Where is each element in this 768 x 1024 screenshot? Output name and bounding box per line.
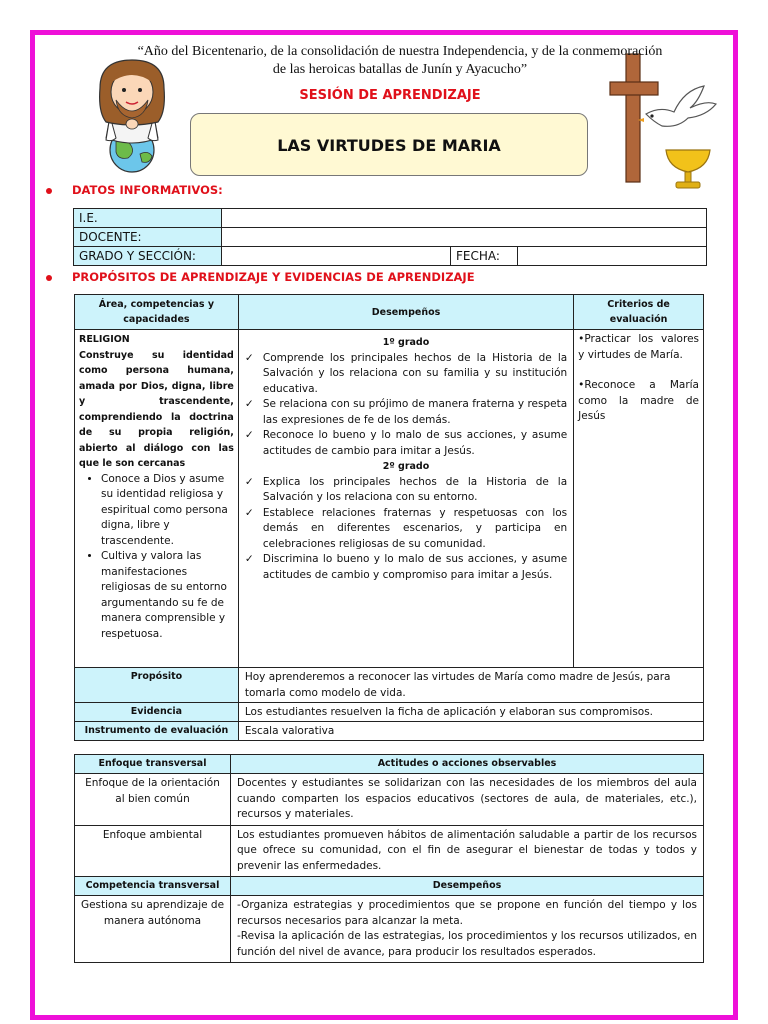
- header-desempenos-transversal: Desempeños: [231, 877, 704, 896]
- checkmark-icon: ✓: [244, 398, 254, 410]
- info-value-grado[interactable]: [222, 247, 451, 266]
- checkmark-icon: ✓: [244, 475, 254, 488]
- bullet-icon: [46, 275, 52, 281]
- desempeno-item: ✓ Comprende los principales hechos de la Historia de la Salvación y los relaciona con su familia y su institución educativa.: [245, 351, 567, 398]
- desempeno-item: ✓ Discrimina lo bueno y lo malo de sus acciones, y asume actitudes de cambio y compromiso para imitar a Jesús.: [245, 552, 567, 583]
- enfoque-label: Enfoque de la orientación al bien común: [75, 774, 231, 826]
- info-row-ie: [74, 209, 707, 228]
- transversal-table: [74, 754, 704, 963]
- checkmark-icon: ✓: [244, 553, 254, 565]
- instrumento-row: [75, 722, 704, 741]
- enfoque-text: Docentes y estudiantes se solidarizan con las necesidades de los miembros del aula cuando comparten los espacios educativos (sectores de aula, de materiales, etc.), recursos y materiales.: [231, 774, 704, 826]
- session-title: SESIÓN DE APRENDIZAJE: [299, 88, 481, 103]
- checkmark-icon: ✓: [244, 506, 254, 519]
- competencia-header-row: [75, 877, 704, 896]
- desempeno-item: ✓ Reconoce lo bueno y lo malo de sus acciones, y asume actitudes de cambio para imitar a Jesús.: [245, 428, 567, 459]
- section-propositos: [46, 270, 475, 284]
- enfoque-text: Los estudiantes promueven hábitos de alimentación saludable a partir de los recursos que ofrece su comunidad, con el fin de asegurar el bienestar de todas y todos y prevenir las enfermedades.: [231, 825, 704, 877]
- info-value-ie[interactable]: [222, 209, 707, 228]
- header-enfoque: Enfoque transversal: [75, 755, 231, 774]
- criterio-item: •Reconoce a María como la madre de Jesús: [578, 379, 699, 422]
- desempenos-cell: [238, 330, 573, 668]
- info-label-grado: GRADO Y SECCIÓN:: [74, 247, 222, 266]
- evidencia-value: Los estudiantes resuelven la ficha de aplicación y elaboran sus compromisos.: [238, 703, 703, 722]
- capacidad-item: • Conoce a Dios y asume su identidad religiosa y espiritual como persona digna, libre y trascendente.: [101, 472, 234, 550]
- bullet-icon: [46, 188, 52, 194]
- header-actitudes: Actitudes o acciones observables: [231, 755, 704, 774]
- propositos-header-row: [75, 295, 704, 330]
- title-box: [190, 113, 588, 176]
- grade-1-label: 1º grado: [382, 337, 430, 348]
- evidencia-label: Evidencia: [75, 703, 239, 722]
- info-value-docente[interactable]: [222, 228, 707, 247]
- proposito-row: [75, 668, 704, 703]
- desempeno-item: ✓ Establece relaciones fraternas y respetuosas con los demás en diferentes escenarios, y participa en celebraciones religiosas de su comunidad.: [245, 506, 567, 553]
- transversal-header-row: [75, 755, 704, 774]
- proposito-label: Propósito: [75, 668, 239, 703]
- competencia-row: [75, 896, 704, 963]
- competencia-text: [231, 896, 704, 963]
- enfoque-row: [75, 825, 704, 877]
- instrumento-label: Instrumento de evaluación: [75, 722, 239, 741]
- desempeno-item: ✓ Se relaciona con su prójimo de manera fraterna y respeta las expresiones de fe de los demás.: [245, 397, 567, 428]
- enfoque-row: [75, 774, 704, 826]
- quote-line-2: de las heroicas batallas de Junín y Ayacucho”: [272, 62, 528, 77]
- info-label-docente: DOCENTE:: [74, 228, 222, 247]
- section-datos-label: DATOS INFORMATIVOS:: [72, 183, 223, 197]
- evidencia-row: [75, 703, 704, 722]
- checkmark-icon: ✓: [244, 351, 254, 364]
- main-title: LAS VIRTUDES DE MARIA: [277, 136, 501, 155]
- propositos-table: [74, 294, 704, 741]
- info-row-grado: [74, 247, 707, 266]
- competencia-desempeno: -Revisa la aplicación de las estrategias, los procedimientos y los recursos utilizados, en función del nivel de avance, para producir los resultados esperados.: [237, 930, 697, 958]
- competencia-label: Gestiona su aprendizaje de manera autónoma: [75, 896, 231, 963]
- header-quote: [80, 43, 720, 79]
- desempeno-item: ✓ Explica los principales hechos de la Historia de la Salvación y los relaciona con su entorno.: [245, 475, 567, 506]
- header-area: Área, competencias y capacidades: [75, 295, 239, 330]
- instrumento-value: Escala valorativa: [238, 722, 703, 741]
- capacidad-item: • Cultiva y valora las manifestaciones religiosas de su entorno argumentando su fe de manera comprensible y respetuosa.: [101, 549, 234, 642]
- info-value-fecha[interactable]: [518, 247, 707, 266]
- enfoque-label: Enfoque ambiental: [75, 825, 231, 877]
- area-religion: RELIGION: [79, 334, 130, 345]
- checkmark-icon: ✓: [244, 429, 254, 441]
- competencia-text: Construye su identidad como persona humana, amada por Dios, digna, libre y trascendente, comprendiendo la doctrina de su propia religión, abierto al diálogo con las que le son cercanas: [79, 349, 234, 469]
- quote-line-1: “Año del Bicentenario, de la consolidación de nuestra Independencia, y de la conmemoración: [137, 44, 663, 59]
- proposito-value: Hoy aprenderemos a reconocer las virtudes de María como madre de Jesús, para tomarla como modelo de vida.: [238, 668, 703, 703]
- header-competencia-transversal: Competencia transversal: [75, 877, 231, 896]
- info-row-docente: [74, 228, 707, 247]
- capacidades-list: [79, 472, 234, 643]
- competencia-desempeno: -Organiza estrategias y procedimientos que se propone en función del tiempo y los recursos necesarios para alcanzar la meta.: [237, 899, 697, 927]
- criterio-item: •Practicar los valores y virtudes de María.: [578, 333, 699, 361]
- info-label-ie: I.E.: [74, 209, 222, 228]
- section-propositos-label: PROPÓSITOS DE APRENDIZAJE Y EVIDENCIAS DE APRENDIZAJE: [72, 270, 475, 284]
- info-table: [73, 208, 707, 266]
- section-datos-informativos: [46, 183, 223, 197]
- area-cell: [75, 330, 239, 668]
- header-desempenos: Desempeños: [238, 295, 573, 330]
- info-label-fecha: FECHA:: [451, 247, 518, 266]
- header-criterios: Criterios de evaluación: [574, 295, 704, 330]
- propositos-content-row: [75, 330, 704, 668]
- grade-2-label: 2º grado: [382, 461, 430, 472]
- criterios-cell: [574, 330, 704, 668]
